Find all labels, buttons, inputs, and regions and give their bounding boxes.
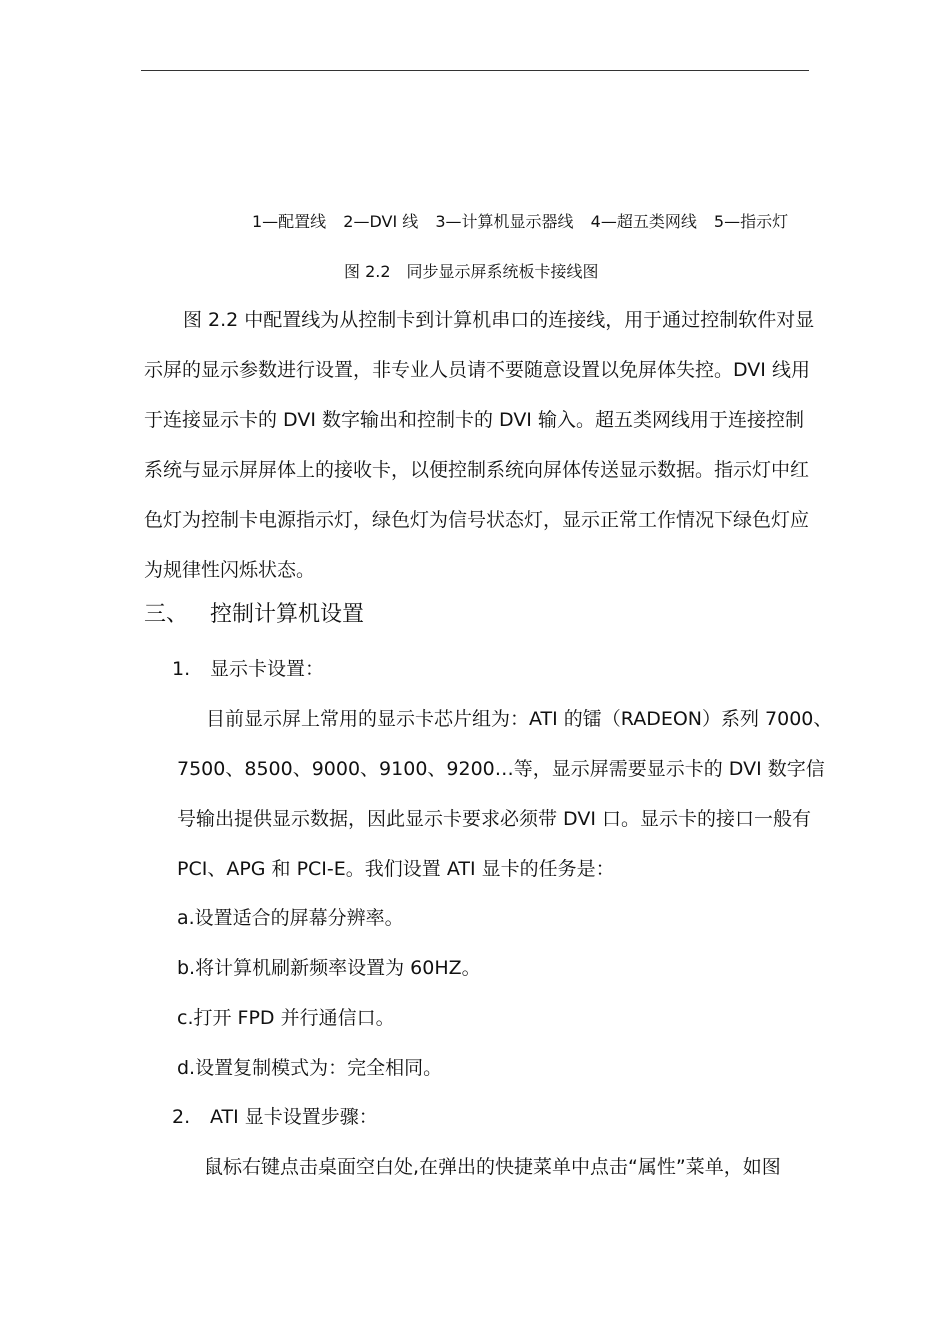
subsection-heading xyxy=(172,657,324,681)
paragraph-line: 图 2.2 中配置线为从控制卡到计算机串口的连接线，用于通过控制软件对显 xyxy=(183,309,815,331)
subsection-number: 2. xyxy=(172,1106,191,1128)
subsection-number: 1. xyxy=(172,658,191,680)
subsection-title: ATI 显卡设置步骤： xyxy=(210,1106,378,1128)
task-item: c.打开 FPD 并行通信口。 xyxy=(177,1007,395,1029)
legend-item: 4—超五类网线 xyxy=(590,212,697,231)
task-item: b.将计算机刷新频率设置为 60HZ。 xyxy=(177,957,481,979)
task-item: a.设置适合的屏幕分辨率。 xyxy=(177,907,404,929)
paragraph-line: 色灯为控制卡电源指示灯，绿色灯为信号状态灯，显示正常工作情况下绿色灯应 xyxy=(144,509,810,531)
figure-title: 图 2.2 同步显示屏系统板卡接线图 xyxy=(344,262,599,281)
legend-item: 3—计算机显示器线 xyxy=(435,212,574,231)
paragraph-line: 于连接显示卡的 DVI 数字输出和控制卡的 DVI 输入。超五类网线用于连接控制 xyxy=(144,409,804,431)
header-rule xyxy=(141,70,809,71)
paragraph-line: 鼠标右键点击桌面空白处,在弹出的快捷菜单中点击“属性”菜单，如图 xyxy=(204,1156,781,1178)
legend-item: 5—指示灯 xyxy=(713,212,789,231)
paragraph-line: 号输出提供显示数据，因此显示卡要求必须带 DVI 口。显示卡的接口一般有 xyxy=(177,808,811,830)
paragraph-line: 7500、8500、9000、9100、9200…等，显示屏需要显示卡的 DVI 数字信 xyxy=(177,758,825,780)
figure-legend xyxy=(252,212,788,232)
section-number: 三、 xyxy=(144,602,189,627)
legend-item: 1—配置线 xyxy=(252,212,327,231)
legend-item: 2—DVI 线 xyxy=(343,212,419,231)
task-item: d.设置复制模式为：完全相同。 xyxy=(177,1057,443,1079)
paragraph-line: 目前显示屏上常用的显示卡芯片组为：ATI 的镭（RADEON）系列 7000、 xyxy=(206,708,833,730)
paragraph-line: 示屏的显示参数进行设置，非专业人员请不要随意设置以免屏体失控。DVI 线用 xyxy=(144,359,810,381)
subsection-title: 显示卡设置： xyxy=(210,658,325,680)
section-heading xyxy=(144,601,364,629)
section-title: 控制计算机设置 xyxy=(210,602,365,627)
paragraph-line: 为规律性闪烁状态。 xyxy=(144,559,316,581)
paragraph-line: PCI、APG 和 PCI-E。我们设置 ATI 显卡的任务是： xyxy=(177,858,615,880)
paragraph-line: 系统与显示屏屏体上的接收卡，以便控制系统向屏体传送显示数据。指示灯中红 xyxy=(144,459,810,481)
subsection-heading xyxy=(172,1105,378,1129)
